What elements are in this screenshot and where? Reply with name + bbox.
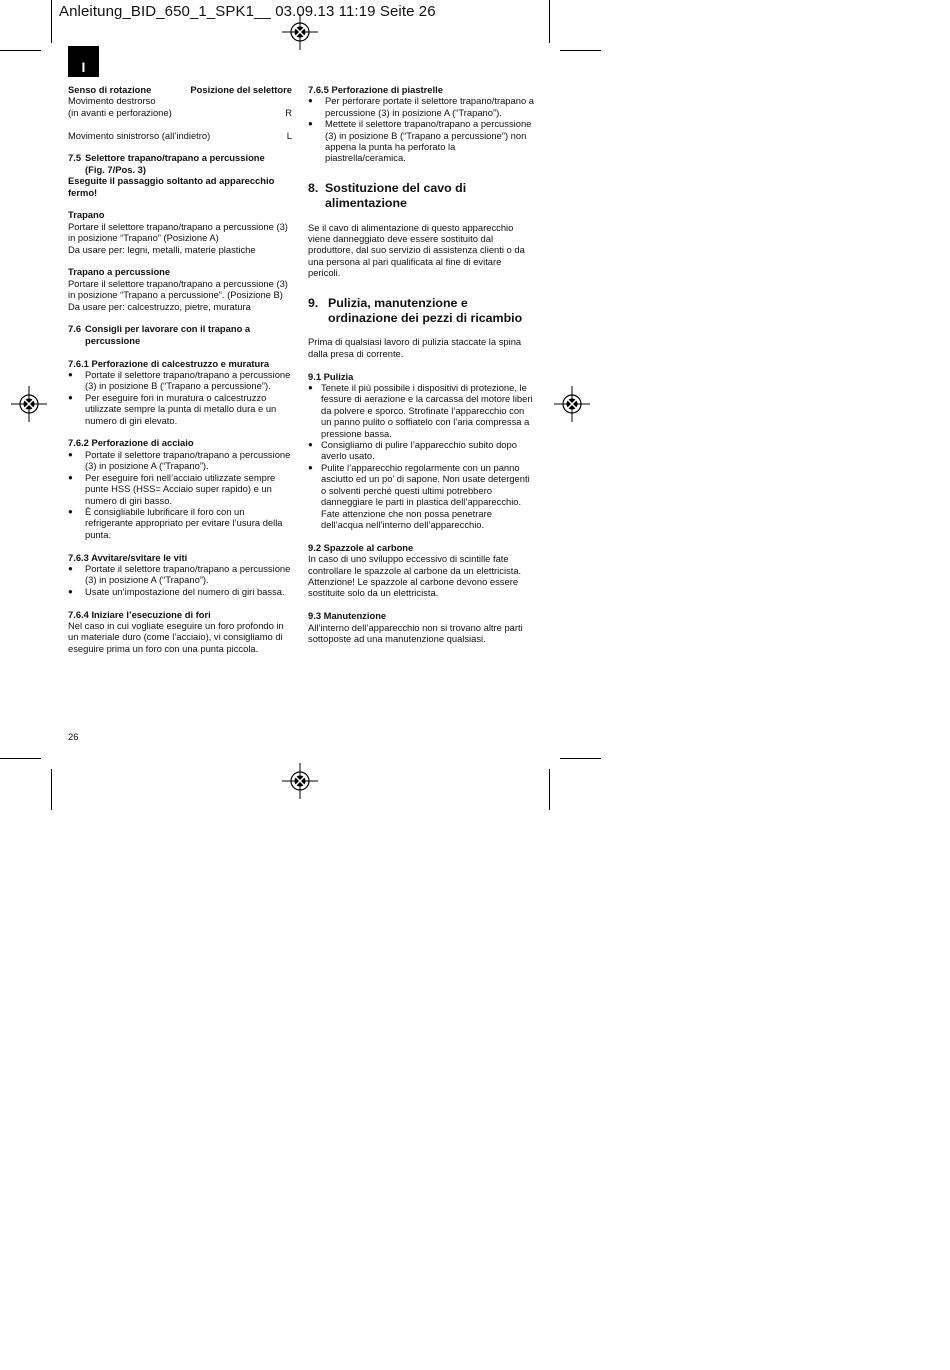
bullet-icon: ● [68,370,73,380]
registration-mark-icon [282,763,318,799]
figure-ref: (Fig. 7/Pos. 3) [85,163,146,175]
paragraph: Portare il selettore trapano/trapano a percussione (3) in posizione “Trapano” (Posizione A) [68,220,288,244]
bullet-icon: ● [308,462,313,472]
paragraph: Nel caso in cui vogliate eseguire un foro profondo in un materiale duro (come l’acciaio), vi consigliamo di eseguire prima un foro con una punta piccola. [68,619,284,654]
subheading: 9.2 Spazzole al carbone [308,541,414,553]
bullet-icon: ● [68,392,73,402]
paragraph: Da usare per: calcestruzzo, pietre, muratura [68,300,251,312]
subheading: Trapano [68,209,105,221]
list-item: ● Portate il selettore trapano/trapano a percussione (3) in posizione A (“Trapano”). [68,448,291,472]
paragraph: Portare il selettore trapano/trapano a percussione (3) in posizione “Trapano a percussione”. (Posizione B) [68,277,288,301]
list-item: ● È consigliabile lubrificare il foro con un refrigerante appropriato per evitare l’usura della punta. [68,505,283,540]
list-item: ● Mettete il selettore trapano/trapano a percussione (3) in posizione B (“Trapano a percussione”) non appena la punta ha perforato la piastrella/ceramica. [308,118,532,164]
crop-mark [0,50,41,51]
section-heading: 7.6 Consigli per lavorare con il trapano a percussione [68,323,251,346]
bullet-icon: ● [68,586,73,596]
right-column [308,84,534,644]
list-item: ● Usate un’impostazione del numero di giri bassa. [68,585,285,597]
bullet-icon: ● [308,383,313,393]
bullet-icon: ● [68,506,73,516]
list-item: ● Pulite l’apparecchio regolarmente con un panno asciutto ed un po’ di sapone. Non usate detergenti o solventi perché questi ultimi potrebbero danneggiare le parti in plastica dell’apparecchio. Fate attenzione che non possa penetrare dell’acqua nell’interno dell’apparecchio. [308,461,530,530]
warning-text: Eseguite il passaggio soltanto ad apparecchio fermo! [68,175,275,198]
paragraph: Prima di qualsiasi lavoro di pulizia staccate la spina dalla presa di corrente. [308,336,522,359]
subheading: 9.3 Manutenzione [308,610,387,622]
registration-mark-icon [11,386,47,422]
table-cell: Movimento destrorso [68,95,156,107]
page-number: 26 [68,731,79,742]
paragraph: Se il cavo di alimentazione di questo apparecchio viene danneggiato deve essere sostituito dal produttore, dal suo servizio di assistenza clienti o da una persona al pari qualificata al fine di evitare pericoli. [308,221,525,279]
subheading: 7.6.3 Avvitare/svitare le viti [68,551,188,563]
paragraph: All’interno dell’apparecchio non si trovano altre parti sottoposte ad una manutenzione qualsiasi. [308,621,523,644]
bullet-icon: ● [68,472,73,482]
bullet-icon: ● [308,440,313,450]
subheading: 7.6.1 Perforazione di calcestruzzo e muratura [68,357,270,369]
table-cell: Movimento sinistrorso (all’indietro) [68,129,211,141]
crop-mark [549,769,550,810]
table-header: Posizione del selettore [190,84,292,95]
section-heading: 9. Pulizia, manutenzione e ordinazione dei pezzi di ricambio [308,296,523,325]
table-cell: (in avanti e perforazione) [68,106,172,118]
crop-mark [560,758,601,759]
crop-mark [549,0,550,43]
paragraph: In caso di uno sviluppo eccessivo di scintille fate controllare le spazzole al carbone da un elettricista. Attenzione! Le spazzole al carbone devono essere sostituite solo da un elettricista. [308,553,522,599]
bullet-icon: ● [308,119,313,129]
list-item: ● Per eseguire fori in muratura o calcestruzzo utilizzate sempre la punta di metallo dura e un numero di giri elevato. [68,391,277,426]
print-slug: Anleitung_BID_650_1_SPK1__ 03.09.13 11:19 Seite 26 [59,3,436,20]
table-cell: L [286,129,292,141]
registration-mark-icon [282,14,318,50]
bullet-icon: ● [68,449,73,459]
crop-mark [51,769,52,810]
crop-mark [51,0,52,43]
section-heading: 7.5 Selettore trapano/trapano a percussione [68,152,265,164]
crop-mark [0,758,41,759]
list-item: ● Per eseguire fori nell’acciaio utilizzate sempre punte HSS (HSS= Acciaio super rapido) e un numero di giri basso. [68,471,276,506]
subheading: 7.6.4 Iniziare l’esecuzione di fori [68,608,211,620]
subheading: 9.1 Pulizia [308,370,354,382]
bullet-icon: ● [68,563,73,573]
list-item: ● Consigliamo di pulire l’apparecchio subito dopo averlo usato. [308,439,517,462]
list-item: ● Portate il selettore trapano/trapano a percussione (3) in posizione A (“Trapano”). [68,562,291,586]
list-item: ● Tenete il più possibile i dispositivi di protezione, le fessure di aerazione e la carcassa del motore liberi da polvere e sporco. Strofinate l’apparecchio con un panno pulito o soffiatelo con l’aria compressa a pressione bassa. [308,382,533,439]
paragraph: Da usare per: legni, metalli, materie plastiche [68,243,256,255]
crop-mark [560,50,601,51]
list-item: ● Portate il selettore trapano/trapano a percussione (3) in posizione B (“Trapano a percussione”). [68,369,291,392]
list-item: ● Per perforare portate il selettore trapano/trapano a percussione (3) in posizione A (“Trapano”). [308,95,534,118]
table-header: Senso di rotazione [68,84,152,95]
rotation-table [68,84,292,141]
subheading: Trapano a percussione [68,266,171,278]
bullet-icon: ● [308,96,313,106]
section-heading: 8. Sostituzione del cavo di alimentazione [308,181,467,210]
left-column [68,84,292,654]
table-cell: R [285,106,292,118]
subheading: 7.6.2 Perforazione di acciaio [68,437,194,449]
language-tab: I [68,46,99,77]
subheading: 7.6.5 Perforazione di piastrelle [308,84,443,95]
registration-mark-icon [554,386,590,422]
